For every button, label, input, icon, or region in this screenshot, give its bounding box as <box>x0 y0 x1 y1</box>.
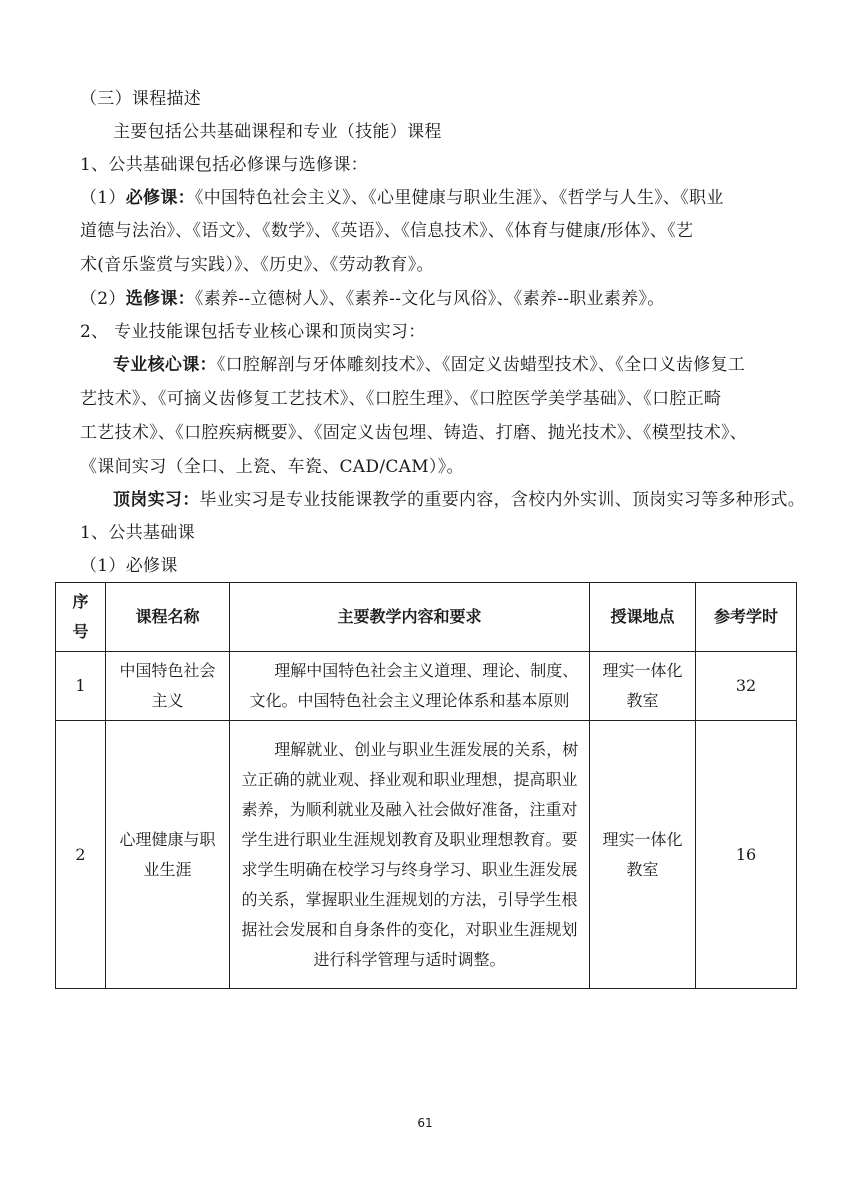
section-heading: （三）课程描述 <box>80 89 202 109</box>
core-label: 专业核心课： <box>113 355 217 375</box>
row-hours: 16 <box>696 721 797 989</box>
row-content: 理解中国特色社会主义道理、理论、制度、文化。中国特色社会主义理论体系和基本原则 <box>230 652 590 721</box>
core-courses-line3: 工艺技术》、《口腔疾病概要》、《固定义齿包埋、铸造、打磨、抛光技术》、《模型技术》、 <box>80 423 748 443</box>
course-table <box>55 582 797 989</box>
page-number: 61 <box>417 1116 433 1130</box>
row-course-name: 心理健康与职 业生涯 <box>106 721 230 989</box>
core-text-line1: 《口腔解剖与牙体雕刻技术》、《固定义齿蜡型技术》、《全口义齿修复工 <box>216 355 746 375</box>
row-seq: 2 <box>56 721 106 989</box>
required-courses-line2: 道德与法治》、《语文》、《数学》、《英语》、《信息技术》、《体育与健康/形体》、《艺 <box>80 221 694 241</box>
row-location: 理实一体化 教室 <box>590 721 696 989</box>
internship-label: 顶岗实习： <box>113 490 200 510</box>
header-course-name: 课程名称 <box>106 583 230 652</box>
item1-text: 1、公共基础课包括必修课与选修课： <box>80 155 368 175</box>
row-content: 理解就业、创业与职业生涯发展的关系，树立正确的就业观、择业观和职业理想，提高职业素养，为顺利就业及融入社会做好准备，注重对学生进行职业生涯规划教育及职业理想教育。要求学生明确在校学习与终身学习、职业生涯发展的关系，掌握职业生涯规划的方法，引导学生根据社会发展和自身条件的变化，对职业生涯规划进行科学管理与适时调整。 <box>230 721 590 989</box>
required-text-line1: 《中国特色社会主义》、《心里健康与职业生涯》、《哲学与人生》、《职业 <box>194 188 724 208</box>
internship-description: 毕业实习是专业技能课教学的重要内容，含校内外实训、顶岗实习等多种形式。 <box>199 490 805 510</box>
table-row <box>56 721 797 989</box>
header-content: 主要教学内容和要求 <box>230 583 590 652</box>
core-courses-line2: 艺技术》、《可摘义齿修复工艺技术》、《口腔生理》、《口腔医学美学基础》、《口腔正畸 <box>80 389 722 409</box>
required-label: 必修课： <box>125 188 195 208</box>
table-header-row <box>56 583 797 652</box>
required-courses-line3: 术(音乐鉴赏与实践）》、《历史》、《劳动教育》。 <box>80 255 434 275</box>
row-location: 理实一体化 教室 <box>590 652 696 721</box>
row-hours: 32 <box>696 652 797 721</box>
intro-text: 主要包括公共基础课程和专业（技能）课程 <box>113 122 442 142</box>
internship-text <box>113 489 805 511</box>
table-row <box>56 652 797 721</box>
header-location: 授课地点 <box>590 583 696 652</box>
elective-text: 《素养--立德树人》、《素养--文化与风俗》、《素养--职业素养》。 <box>194 289 665 309</box>
row-seq: 1 <box>56 652 106 721</box>
header-hours: 参考学时 <box>696 583 797 652</box>
core-courses-line4: 《课间实习（全口、上瓷、车瓷、CAD/CAM）》。 <box>80 457 464 477</box>
required-prefix: （1） <box>80 188 126 208</box>
sub-heading-required: （1）必修课 <box>80 556 178 576</box>
item2-text: 2、 专业技能课包括专业核心课和顶岗实习： <box>80 322 426 342</box>
header-seq: 序 号 <box>56 583 106 652</box>
sub-heading-public-courses: 1、公共基础课 <box>80 523 195 543</box>
required-courses-line1 <box>80 187 724 209</box>
elective-label: 选修课： <box>125 289 195 309</box>
core-courses-line1 <box>113 354 745 376</box>
elective-courses <box>80 288 665 310</box>
elective-prefix: （2） <box>80 289 126 309</box>
row-course-name: 中国特色社会 主义 <box>106 652 230 721</box>
